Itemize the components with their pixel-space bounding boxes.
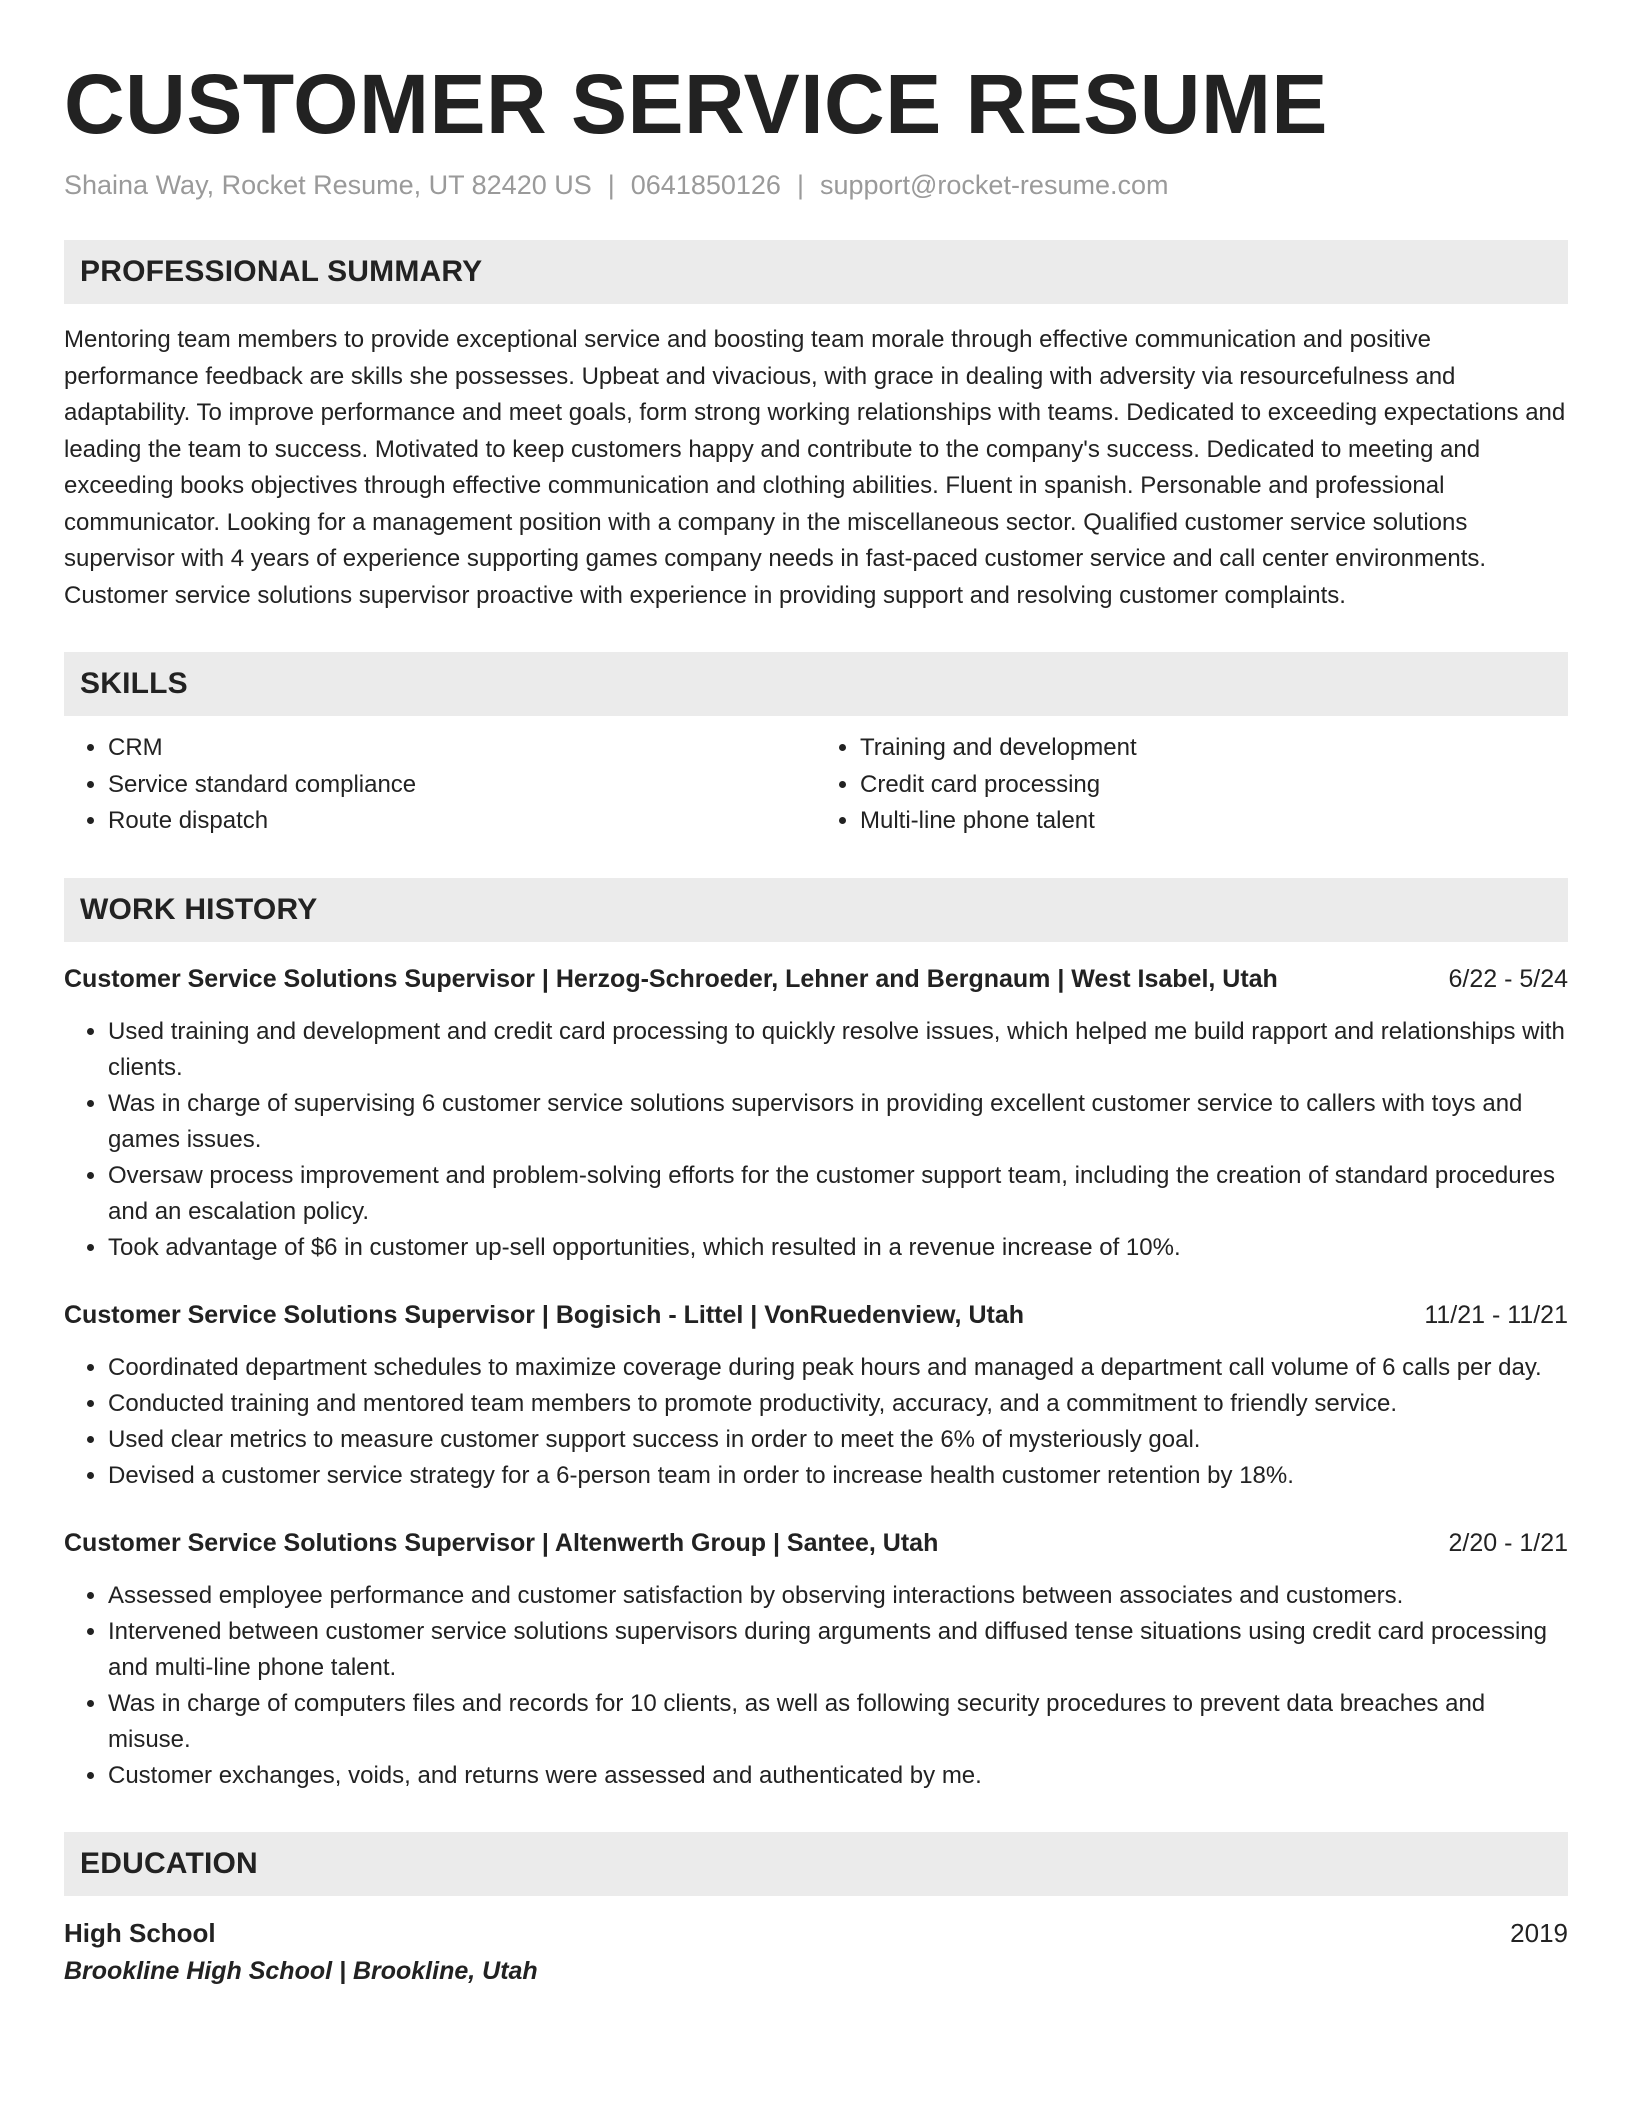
skill-item: • Service standard compliance [108,767,816,804]
job-bullet: • Intervened between customer service solutions supervisors during arguments and diffused tense situations using credit card processing and multi-line phone talent. [108,1614,1568,1686]
skill-item: • Multi-line phone talent [860,803,1568,840]
skill-item: • CRM [108,730,816,767]
education-year: 2019 [1510,1917,1568,1948]
education-degree: High School [64,1917,216,1948]
skills-column-right [816,730,1568,840]
section-header-summary: PROFESSIONAL SUMMARY [64,240,1568,304]
job-dates: 11/21 - 11/21 [1424,1300,1568,1329]
job-dates: 6/22 - 5/24 [1448,964,1568,993]
contact-email: support@rocket-resume.com [819,170,1169,200]
job-heading-row [64,1298,1568,1332]
skills-list [64,730,1568,840]
skill-item: • Credit card processing [860,767,1568,804]
job-bullet: • Devised a customer service strategy for a 6-person team in order to increase health customer retention by 18%. [108,1458,1568,1494]
skills-column-left [64,730,816,840]
job-bullet: • Used training and development and credit card processing to quickly resolve issues, which helped me build rapport and relationships with clients. [108,1014,1568,1086]
job-bullet: • Took advantage of $6 in customer up-sell opportunities, which resulted in a revenue increase of 10%. [108,1230,1568,1266]
section-header-education: EDUCATION [64,1832,1568,1896]
contact-separator: | [607,170,615,200]
job-heading: Customer Service Solutions Supervisor | Bogisich - Littel | VonRuedenview, Utah [64,1300,1024,1329]
section-header-work-history: WORK HISTORY [64,878,1568,942]
skill-item: • Route dispatch [108,803,816,840]
contact-line [64,168,1568,202]
job-bullet: • Used clear metrics to measure customer support success in order to meet the 6% of mysteriously goal. [108,1422,1568,1458]
job-bullet: • Was in charge of supervising 6 customer service solutions supervisors in providing excellent customer service to callers with toys and games issues. [108,1086,1568,1158]
section-header-skills: SKILLS [64,652,1568,716]
job-bullets [64,1578,1568,1794]
job-heading: Customer Service Solutions Supervisor | Herzog-Schroeder, Lehner and Bergnaum | West Isabel, Utah [64,964,1278,993]
job-bullet: • Customer exchanges, voids, and returns were assessed and authenticated by me. [108,1758,1568,1794]
contact-address: Shaina Way, Rocket Resume, UT 82420 US [64,170,592,200]
contact-separator: | [796,170,804,200]
job-entry [64,962,1568,1266]
job-bullets [64,1350,1568,1494]
job-bullet: • Oversaw process improvement and problem-solving efforts for the customer support team, including the creation of standard procedures and an escalation policy. [108,1158,1568,1230]
job-bullet: • Was in charge of computers files and records for 10 clients, as well as following security procedures to prevent data breaches and misuse. [108,1686,1568,1758]
education-entry [64,1914,1568,1990]
job-entry [64,1298,1568,1494]
job-bullets [64,1014,1568,1266]
education-heading-row [64,1914,1568,1952]
contact-phone: 0641850126 [630,170,781,200]
job-entry [64,1526,1568,1794]
education-school: Brookline High School | Brookline, Utah [64,1956,538,1985]
job-heading: Customer Service Solutions Supervisor | Altenwerth Group | Santee, Utah [64,1528,939,1557]
job-bullet: • Coordinated department schedules to maximize coverage during peak hours and managed a department call volume of 6 calls per day. [108,1350,1568,1386]
skill-item: • Training and development [860,730,1568,767]
resume-title: CUSTOMER SERVICE RESUME [64,57,1328,151]
job-bullet: • Assessed employee performance and customer satisfaction by observing interactions between associates and customers. [108,1578,1568,1614]
job-dates: 2/20 - 1/21 [1448,1528,1568,1557]
job-bullet: • Conducted training and mentored team members to promote productivity, accuracy, and a commitment to friendly service. [108,1386,1568,1422]
job-heading-row [64,1526,1568,1560]
summary-text: Mentoring team members to provide exceptional service and boosting team morale through effective communication and positive performance feedback are skills she possesses. Upbeat and vivacious, with grace in dealing with adversity via resourcefulness and adaptability. To improve performance and meet goals, form strong working relationships with teams. Dedicated to exceeding expectations and leading the team to success. Motivated to keep customers happy and contribute to the company's success. Dedicated to meeting and exceeding books objectives through effective communication and clothing abilities. Fluent in spanish. Personable and professional communicator. Looking for a management position with a company in the miscellaneous sector. Qualified customer service solutions supervisor with 4 years of experience supporting games company needs in fast-paced customer service and call center environments. Customer service solutions supervisor proactive with experience in providing support and resolving customer complaints. [64,326,1566,609]
job-heading-row [64,962,1568,996]
